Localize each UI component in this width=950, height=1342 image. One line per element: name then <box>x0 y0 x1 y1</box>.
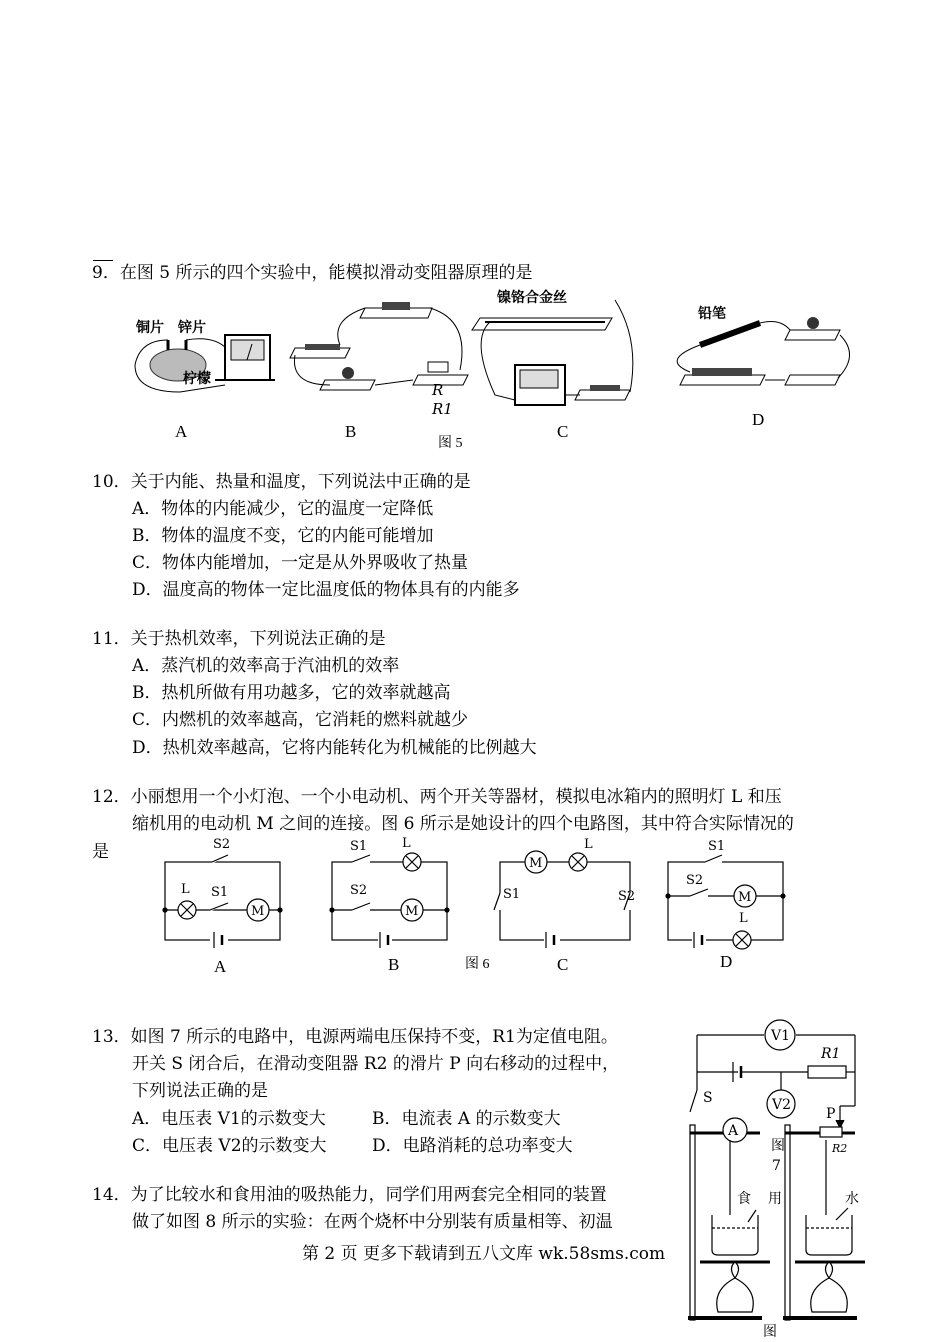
fig8-oil-2: 用 <box>768 1191 782 1207</box>
fig7-v1-label: V1 <box>771 1028 791 1044</box>
b-l: L <box>402 836 411 851</box>
label-lemon: 柠檬 <box>183 371 211 387</box>
q13-line3: 下列说法正确的是 <box>132 1081 268 1101</box>
q10-option-c: C．物体内能增加，一定是从外界吸收了热量 <box>132 553 469 573</box>
q12-line3: 是 <box>92 842 109 862</box>
fig5-choice-b: B <box>345 422 357 441</box>
c-m: M <box>529 856 543 871</box>
q10-option-b: B．物体的温度不变，它的内能可能增加 <box>132 526 434 546</box>
q13-line2: 开关 S 闭合后，在滑动变阻器 R2 的滑片 P 向右移动的过程中， <box>132 1054 620 1074</box>
label-nichrome: 镍铬合金丝 <box>497 290 567 306</box>
fig5-caption: 图 5 <box>438 436 463 451</box>
q11-stem: 11．关于热机效率，下列说法正确的是 <box>92 629 386 649</box>
q14-line1: 14．为了比较水和食用油的吸热能力，同学们用两套完全相同的装置 <box>92 1185 607 1205</box>
fig7-s-label: S <box>703 1090 713 1106</box>
q13-option-d: D．电路消耗的总功率变大 <box>372 1136 573 1156</box>
q9-stem: 9．在图 5 所示的四个实验中，能模拟滑动变阻器原理的是 <box>92 263 533 283</box>
c-l: L <box>584 837 593 852</box>
q10-option-a: A．物体的内能减少，它的温度一定降低 <box>132 499 434 519</box>
d-m: M <box>738 890 752 905</box>
q12-line2: 缩机用的电动机 M 之间的连接。图 6 所示是她设计的四个电路图，其中符合实际情况的 <box>132 814 794 834</box>
q14-line2: 做了如图 8 所示的实验：在两个烧杯中分别装有质量相等、初温 <box>132 1212 613 1232</box>
q10-stem: 10．关于内能、热量和温度，下列说法中正确的是 <box>92 472 471 492</box>
fig5-choice-c: C <box>557 422 569 441</box>
q11-option-d: D．热机效率越高，它将内能转化为机械能的比例越大 <box>132 738 537 758</box>
d-s1: S1 <box>708 839 726 854</box>
label-R: R <box>432 381 444 399</box>
a-s2: S2 <box>213 837 231 852</box>
fig7-v2-label: V2 <box>772 1097 792 1113</box>
d-s2: S2 <box>686 873 704 888</box>
q11-option-b: B．热机所做有用功越多，它的效率就越高 <box>132 683 451 703</box>
q13-option-a: A．电压表 V1的示数变大 <box>132 1109 326 1129</box>
label-zinc: 锌片 <box>178 320 206 336</box>
b-s2: S2 <box>350 883 368 898</box>
fig8-water: 水 <box>845 1191 859 1207</box>
fig5-choice-d: D <box>752 410 765 429</box>
fig6-caption: 图 6 <box>465 957 490 972</box>
d-l: L <box>739 911 748 926</box>
fig7-caption-b: 7 <box>772 1158 781 1174</box>
fig7-p-label: P <box>826 1106 836 1122</box>
b-m: M <box>405 904 419 919</box>
fig7-r2-label: R2 <box>832 1142 848 1155</box>
fig8-caption: 图 <box>763 1324 777 1340</box>
q11-option-c: C．内燃机的效率越高，它消耗的燃料就越少 <box>132 710 469 730</box>
b-s1: S1 <box>350 839 368 854</box>
fig5-choice-a: A <box>175 422 188 441</box>
q11-option-a: A．蒸汽机的效率高于汽油机的效率 <box>132 656 400 676</box>
page-footer: 第 2 页 更多下载请到五八文库 wk.58sms.com <box>302 1244 666 1264</box>
fig6-choice-c: C <box>557 955 569 974</box>
label-copper: 铜片 <box>136 320 164 336</box>
a-l: L <box>181 882 190 897</box>
fig8-oil-1: 食 <box>737 1191 751 1207</box>
c-s2: S2 <box>618 889 636 904</box>
a-m: M <box>251 904 265 919</box>
q13-option-b: B．电流表 A 的示数变大 <box>372 1109 561 1129</box>
fig6-choice-d: D <box>720 952 733 971</box>
c-s1: S1 <box>503 887 521 902</box>
q10-option-d: D．温度高的物体一定比温度低的物体具有的内能多 <box>132 580 520 600</box>
fig7-caption-a: 图 <box>771 1138 785 1154</box>
fig7-a-label: A <box>728 1123 739 1139</box>
q13-line1: 13．如图 7 所示的电路中，电源两端电压保持不变，R1为定值电阻。 <box>92 1027 618 1047</box>
fig7-r1-label: R1 <box>821 1046 841 1062</box>
q13-option-c: C．电压表 V2的示数变大 <box>132 1136 327 1156</box>
label-pencil: 铅笔 <box>698 306 726 322</box>
q12-line1: 12．小丽想用一个小灯泡、一个小电动机、两个开关等器材，模拟电冰箱内的照明灯 L 和压 <box>92 787 782 807</box>
fig6-choice-a: A <box>214 957 227 976</box>
a-s1: S1 <box>211 885 229 900</box>
label-R1: R1 <box>432 400 453 418</box>
fig6-choice-b: B <box>388 955 400 974</box>
